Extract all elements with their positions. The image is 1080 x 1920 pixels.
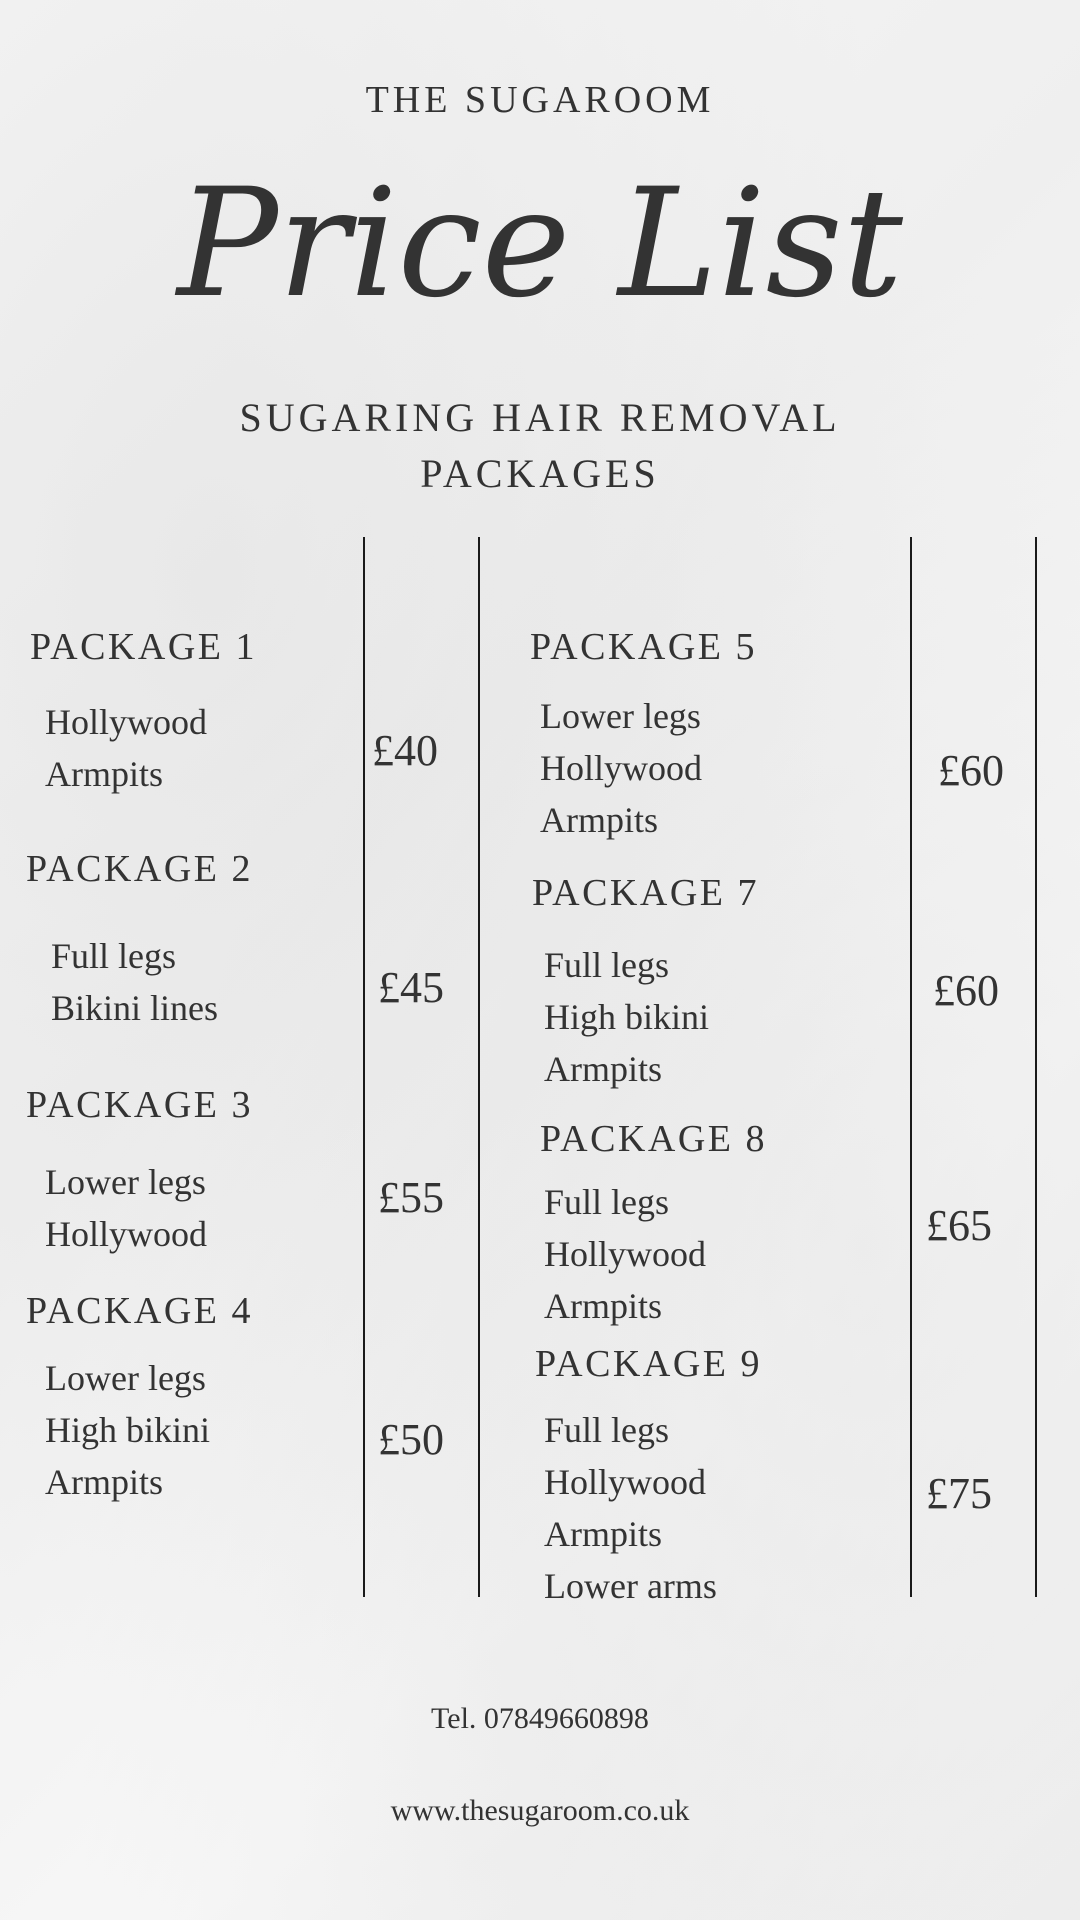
package-price: £75 [926, 1469, 992, 1518]
package-price: £60 [938, 746, 1004, 795]
package-items [45, 696, 207, 800]
package-price: £40 [372, 726, 438, 775]
package-item: Armpits [544, 1286, 663, 1326]
package-item: Hollywood [45, 702, 207, 742]
package-item: Full legs [51, 936, 177, 976]
package-price: £60 [933, 966, 999, 1015]
package-item: Hollywood [544, 1462, 706, 1502]
price-list-title [177, 150, 903, 350]
package-title: PACKAGE 2 [26, 848, 253, 890]
package-item: Armpits [45, 754, 164, 794]
package-items [544, 939, 709, 1095]
package-item: Armpits [544, 1514, 663, 1554]
package-items [544, 1404, 717, 1612]
column-divider [478, 537, 480, 1597]
package-title: PACKAGE 5 [530, 626, 757, 668]
package-item: High bikini [544, 997, 710, 1037]
package-item: Lower legs [45, 1162, 206, 1202]
phone-number: Tel. 07849660898 [431, 1702, 649, 1735]
package-item: Armpits [540, 800, 659, 840]
package-item: Lower legs [45, 1358, 206, 1398]
package-title: PACKAGE 4 [26, 1290, 253, 1332]
column-divider [1035, 537, 1037, 1597]
package-price: £55 [378, 1173, 444, 1222]
package-item: Lower arms [544, 1566, 717, 1606]
package-item: Full legs [544, 1410, 670, 1450]
price-list-title-text: Price List [177, 157, 903, 331]
package-item: Full legs [544, 945, 670, 985]
package-items [51, 930, 218, 1034]
package-items [45, 1352, 210, 1508]
package-items [540, 690, 702, 846]
package-price: £45 [378, 963, 444, 1012]
column-divider [363, 537, 365, 1597]
package-item: Full legs [544, 1182, 670, 1222]
package-title: PACKAGE 9 [535, 1343, 762, 1385]
column-divider [910, 537, 912, 1597]
website-url: www.thesugaroom.co.uk [390, 1794, 690, 1827]
package-item: Armpits [45, 1462, 164, 1502]
package-items [45, 1156, 207, 1260]
package-item: Armpits [544, 1049, 663, 1089]
brand-name: THE SUGAROOM [365, 79, 715, 121]
package-title: PACKAGE 1 [30, 626, 257, 668]
package-item: Hollywood [544, 1234, 706, 1274]
package-price: £50 [378, 1415, 444, 1464]
package-title: PACKAGE 8 [540, 1118, 767, 1160]
package-item: Bikini lines [51, 988, 219, 1028]
package-item: Hollywood [540, 748, 702, 788]
package-price: £65 [926, 1201, 992, 1250]
package-title: PACKAGE 7 [532, 872, 759, 914]
package-item: High bikini [45, 1410, 211, 1450]
subtitle [0, 390, 1080, 502]
subtitle-line-2: PACKAGES [420, 451, 660, 496]
package-item: Hollywood [45, 1214, 207, 1254]
package-items [544, 1176, 706, 1332]
package-item: Lower legs [540, 696, 701, 736]
package-title: PACKAGE 3 [26, 1084, 253, 1126]
subtitle-line-1: SUGARING HAIR REMOVAL [239, 395, 841, 440]
